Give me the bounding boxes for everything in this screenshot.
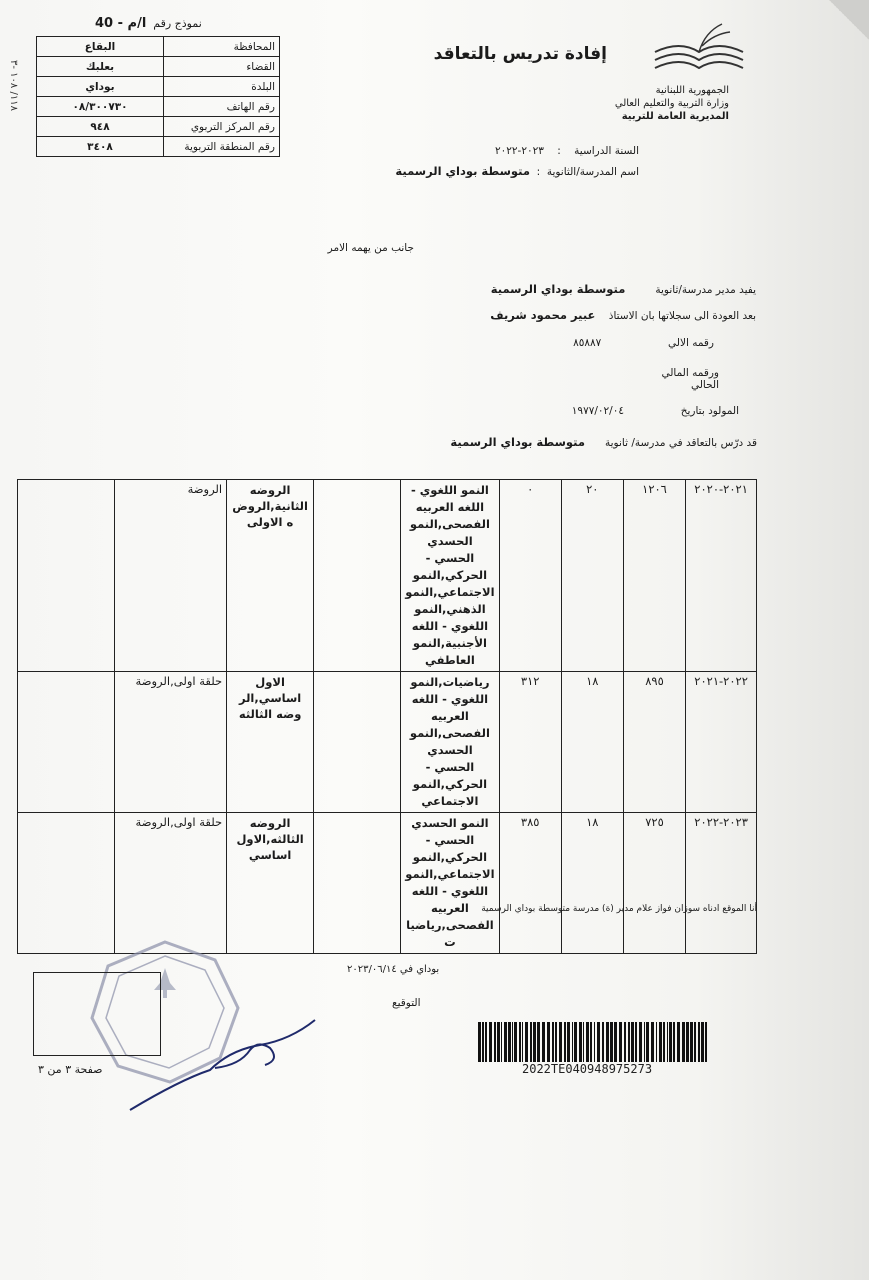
barcode-bar — [494, 1022, 496, 1062]
barcode-bar — [686, 1022, 689, 1062]
barcode-bar — [564, 1022, 566, 1062]
barcode-bar — [501, 1022, 502, 1062]
barcode-bar — [583, 1022, 584, 1062]
barcode-bar — [682, 1022, 685, 1062]
barcode-bar — [656, 1022, 657, 1062]
barcode-bar — [610, 1022, 613, 1062]
barcode-bar — [514, 1022, 517, 1062]
barcode-bar — [669, 1022, 672, 1062]
info-row: رقم المنطقة التربوية ٣٤٠٨ — [37, 137, 280, 157]
page-fold — [829, 0, 869, 40]
barcode-bar — [482, 1022, 484, 1062]
barcode-bar — [485, 1022, 487, 1062]
addressee: جانب من يهمه الامر — [327, 242, 414, 254]
barcode-bar — [690, 1022, 693, 1062]
barcode-bar — [522, 1022, 523, 1062]
barcode — [478, 1022, 710, 1062]
barcode-bar — [559, 1022, 562, 1062]
barcode-bar — [705, 1022, 707, 1062]
info-row: البلدة بوداي — [37, 77, 280, 97]
barcode-bar — [586, 1022, 589, 1062]
school-name: اسم المدرسة/الثانوية : متوسطة بوداي الرسمية — [395, 164, 639, 178]
barcode-bar — [508, 1022, 511, 1062]
table-row: ٢٠٢١-٢٠٢٠ ١٢٠٦ ٢٠ ٠ النمو اللغوي - اللغه العربيه الفصحى,النمو الحسدي الحسي - الحركي,النمو الاجتماعي,النمو الذهني,النمو اللغوي - اللغه الأجنبية,النمو العاطفي الروضه الثانية,الروض ه الاولى الروضة — [18, 480, 757, 672]
barcode-bar — [673, 1022, 675, 1062]
auto-number: رقمه الالي ٨٥٨٨٧ — [573, 337, 714, 349]
table-row: ٢٠٢٢-٢٠٢١ ٨٩٥ ١٨ ٣١٢ رياضيات,النمو اللغوي - اللغه العربيه الفصحى,النمو الحسدي الحسي - الحركي,النمو الاجتماعي الاول اساسي,الر وضه الثالثه حلقة اولى,الروضة — [18, 672, 757, 813]
barcode-bar — [590, 1022, 592, 1062]
barcode-bar — [602, 1022, 604, 1062]
barcode-bar — [698, 1022, 700, 1062]
barcode-bar — [555, 1022, 557, 1062]
barcode-bar — [694, 1022, 696, 1062]
barcode-bar — [574, 1022, 577, 1062]
info-row: المحافظة البقاع — [37, 37, 280, 57]
barcode-bar — [537, 1022, 540, 1062]
barcode-bar — [519, 1022, 521, 1062]
table-row: ٢٠٢٣-٢٠٢٢ ٧٢٥ ١٨ ٣٨٥ النمو الحسدي الحسي - الحركي,النمو الاجتماعي,النمو اللغوي - اللغه العربيه الفصحى,رياضيا ت الروضه الثالثه,الاول اساسي حلقة اولى,الروضة — [18, 813, 757, 954]
barcode-bar — [624, 1022, 626, 1062]
signature-mark — [120, 1010, 320, 1120]
form-number-label: نموذج رقم — [153, 17, 202, 30]
barcode-bar — [497, 1022, 500, 1062]
barcode-bar — [594, 1022, 595, 1062]
side-code: ١١٨/ ١٠٨ -٣ — [8, 60, 19, 111]
form-number-value: ا/م - 40 — [95, 16, 147, 31]
barcode-bar — [667, 1022, 668, 1062]
barcode-bar — [478, 1022, 481, 1062]
info-row: القضاء بعلبك — [37, 57, 280, 77]
barcode-bar — [619, 1022, 622, 1062]
director-line: يفيد مدير مدرسة/ثانوية متوسطة بوداي الرسمية — [490, 282, 756, 296]
form-number — [95, 16, 202, 31]
barcode-bar — [677, 1022, 680, 1062]
school-year: السنة الدراسية : ٢٠٢٣-٢٠٢٢ — [494, 145, 639, 157]
barcode-bar — [614, 1022, 617, 1062]
info-row: رقم الهاتف ٠٨/٣٠٠٧٣٠ — [37, 97, 280, 117]
barcode-bar — [639, 1022, 642, 1062]
barcode-bar — [504, 1022, 507, 1062]
school-info-table — [36, 36, 280, 157]
certification-text: أنا الموقع ادناه سوزان فواز علام مدير (ة) مدرسة متوسطة بوداي الرسمية — [481, 904, 757, 914]
ministry-logo — [650, 22, 748, 82]
barcode-number: 2022TE040948975273 — [522, 1062, 653, 1076]
barcode-bar — [547, 1022, 550, 1062]
info-row: رقم المركز التربوي ٩٤٨ — [37, 117, 280, 137]
barcode-bar — [542, 1022, 545, 1062]
document-title: إفادة تدريس بالتعاقد — [433, 44, 607, 64]
barcode-bar — [701, 1022, 704, 1062]
barcode-bar — [572, 1022, 573, 1062]
signature-label: التوقيع — [392, 997, 421, 1009]
barcode-bar — [567, 1022, 570, 1062]
barcode-bar — [631, 1022, 634, 1062]
financial-number: ورقمه المالي الحالي — [661, 367, 719, 391]
teacher-line: بعد العودة الى سجلاتها بان الاستاذ عبير محمود شريف — [490, 308, 756, 322]
barcode-bar — [597, 1022, 600, 1062]
barcode-bar — [628, 1022, 630, 1062]
barcode-bar — [512, 1022, 513, 1062]
page-number: صفحة ٣ من ٣ — [38, 1063, 103, 1076]
barcode-bar — [635, 1022, 637, 1062]
barcode-bar — [579, 1022, 582, 1062]
barcode-bar — [552, 1022, 554, 1062]
barcode-bar — [651, 1022, 654, 1062]
barcode-bar — [489, 1022, 492, 1062]
taught-at: قد درّس بالتعاقد في مدرسة/ ثانوية متوسطة بوداي الرسمية — [450, 435, 757, 449]
barcode-bar — [533, 1022, 536, 1062]
barcode-bar — [659, 1022, 662, 1062]
place-date: بوداي في ٢٠٢٣/٠٦/١٤ — [347, 964, 440, 975]
ministry-heading: الجمهورية اللبنانية وزارة التربية والتعليم العالي المديرية العامة للتربية — [614, 85, 729, 122]
barcode-bar — [663, 1022, 665, 1062]
barcode-bar — [644, 1022, 645, 1062]
barcode-bar — [606, 1022, 609, 1062]
barcode-bar — [646, 1022, 649, 1062]
teaching-table — [17, 479, 757, 954]
barcode-bar — [530, 1022, 532, 1062]
birth-date: المولود بتاريخ ١٩٧٧/٠٢/٠٤ — [571, 405, 739, 417]
barcode-bar — [525, 1022, 528, 1062]
